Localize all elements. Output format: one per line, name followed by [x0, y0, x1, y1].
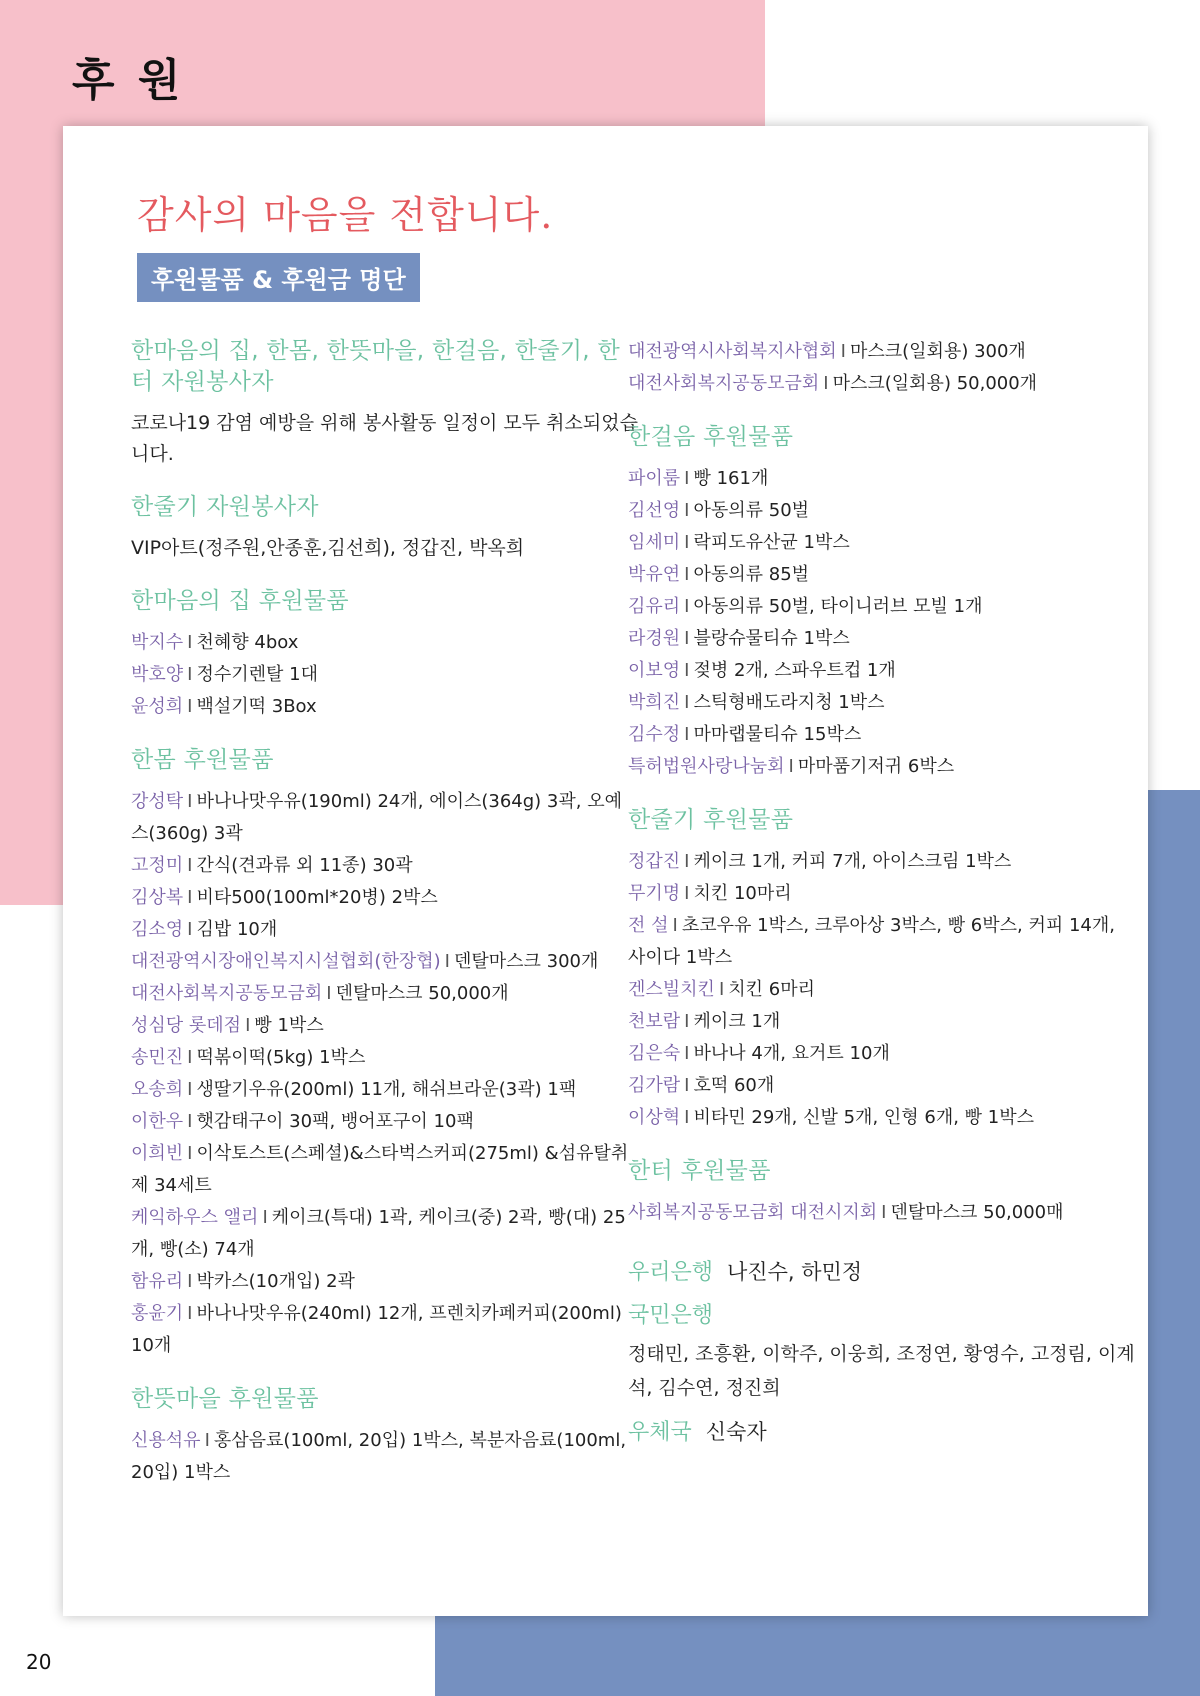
- donor-line: [131, 1266, 639, 1298]
- donor-line: [628, 1006, 1138, 1038]
- separator: I: [684, 660, 690, 681]
- donation-text: 김밥 10개: [196, 919, 278, 940]
- separator: I: [187, 1047, 193, 1068]
- donor-line: [131, 659, 639, 691]
- kookmin-bank-label-line: [628, 1294, 1138, 1337]
- donor-name: 김가람: [628, 1075, 681, 1096]
- separator: I: [187, 887, 193, 908]
- donation-text: 락피도유산균 1박스: [693, 532, 850, 553]
- bank-donors: [628, 1251, 1138, 1454]
- separator: I: [672, 915, 678, 936]
- donor-line: [628, 910, 1138, 974]
- right-column: [628, 336, 1138, 1458]
- donor-name: 김유리: [628, 596, 681, 617]
- donation-text: 박카스(10개입) 2곽: [196, 1271, 355, 1292]
- donor-name: 윤성희: [131, 696, 184, 717]
- separator: I: [262, 1207, 268, 1228]
- volunteers-all-group: [131, 336, 639, 470]
- separator: I: [684, 500, 690, 521]
- donor-name: 사회복지공동모금회 대전시지회: [628, 1202, 878, 1223]
- donor-line: [628, 368, 1138, 400]
- donor-name: 김상복: [131, 887, 184, 908]
- separator: I: [187, 1303, 193, 1324]
- separator: I: [788, 756, 794, 777]
- hanmom-donations-group: [131, 745, 639, 1362]
- group-heading: 한마음의 집, 한몸, 한뜻마을, 한걸음, 한줄기, 한터 자원봉사자: [131, 338, 621, 395]
- donor-name: 이보영: [628, 660, 681, 681]
- group-note: 코로나19 감염 예방을 위해 봉사활동 일정이 모두 취소되었습니다.: [131, 412, 638, 465]
- donation-text: 정수기렌탈 1대: [196, 664, 318, 685]
- donation-text: 마마품기저귀 6박스: [797, 756, 955, 777]
- bank-names: 신숙자: [705, 1420, 767, 1444]
- donor-list-tag: 후원물품 & 후원금 명단: [137, 253, 420, 302]
- donor-name: 이상혁: [628, 1107, 681, 1128]
- donor-line: [131, 1010, 639, 1042]
- donor-line: [131, 946, 639, 978]
- separator: I: [684, 596, 690, 617]
- donor-name: 이한우: [131, 1111, 184, 1132]
- group-heading: 한마음의 집 후원물품: [131, 588, 349, 614]
- donation-text: 치킨 6마리: [728, 979, 815, 1000]
- donor-line: [131, 1138, 639, 1202]
- separator: I: [684, 628, 690, 649]
- separator: I: [187, 632, 193, 653]
- separator: I: [684, 724, 690, 745]
- donor-name: 김소영: [131, 919, 184, 940]
- donor-name: 신용석유: [131, 1430, 201, 1451]
- donation-text: 천혜향 4box: [196, 632, 299, 653]
- separator: I: [881, 1202, 887, 1223]
- donor-name: 박지수: [131, 632, 184, 653]
- page-number: 20: [26, 1650, 52, 1674]
- donor-name: 함유리: [131, 1271, 184, 1292]
- donor-name: 강성탁: [131, 791, 184, 812]
- donor-line: [628, 1197, 1138, 1229]
- donor-name: 특허법원사랑나눔회: [628, 756, 785, 777]
- separator: I: [187, 696, 193, 717]
- separator: I: [684, 532, 690, 553]
- donation-text: 치킨 10마리: [693, 883, 792, 904]
- donor-line: [628, 687, 1138, 719]
- mask-donations-group: [628, 336, 1138, 400]
- separator: I: [684, 564, 690, 585]
- donor-name: 박호양: [131, 664, 184, 685]
- separator: I: [187, 1271, 193, 1292]
- donation-text: 홍삼음료(100ml, 20입) 1박스, 복분자음료(100ml, 20입) 1박스: [131, 1430, 627, 1483]
- separator: I: [444, 951, 450, 972]
- donor-line: [131, 850, 639, 882]
- separator: I: [684, 1043, 690, 1064]
- group-note: VIP아트(정주원,안종훈,김선희), 정갑진, 박옥희: [131, 537, 525, 559]
- donation-text: 젖병 2개, 스파우트컵 1개: [693, 660, 896, 681]
- donation-text: 빵 161개: [693, 468, 769, 489]
- separator: I: [187, 664, 193, 685]
- donation-text: 블랑슈물티슈 1박스: [693, 628, 850, 649]
- donor-name: 케익하우스 앨리: [131, 1207, 259, 1228]
- donor-line: [628, 336, 1138, 368]
- donor-name: 라경원: [628, 628, 681, 649]
- donation-text: 케이크(특대) 1곽, 케이크(중) 2곽, 빵(대) 25개, 빵(소) 74개: [131, 1207, 626, 1260]
- content-card: [63, 126, 1148, 1616]
- donor-name: 고정미: [131, 855, 184, 876]
- donor-line: [131, 1074, 639, 1106]
- donor-line: [131, 1298, 639, 1362]
- donation-text: 바나나맛우유(240ml) 12개, 프렌치카페커피(200ml) 10개: [131, 1303, 622, 1356]
- separator: I: [684, 1107, 690, 1128]
- donor-line: [628, 559, 1138, 591]
- separator: I: [684, 1075, 690, 1096]
- hangeoleum-donations-group: [628, 422, 1138, 783]
- bank-label: 우체국: [628, 1420, 692, 1445]
- donor-name: 파이룸: [628, 468, 681, 489]
- donation-text: 아동의류 50벌, 타이니러브 모빌 1개: [693, 596, 983, 617]
- hantteut-donations-group: [131, 1384, 639, 1489]
- donor-name: 임세미: [628, 532, 681, 553]
- group-heading: 한몸 후원물품: [131, 747, 274, 773]
- donor-line: [131, 882, 639, 914]
- donation-text: 마스크(일회용) 50,000개: [832, 373, 1038, 394]
- donation-text: 아동의류 50벌: [693, 500, 810, 521]
- donor-name: 대전광역시장애인복지시설협회(한장협): [131, 951, 441, 972]
- donation-text: 마마랩물티슈 15박스: [693, 724, 862, 745]
- donation-text: 덴탈마스크 50,000매: [890, 1202, 1064, 1223]
- donation-text: 빵 1박스: [254, 1015, 324, 1036]
- donor-name: 대전광역시사회복지사협회: [628, 341, 837, 362]
- donor-line: [131, 1042, 639, 1074]
- donor-name: 이희빈: [131, 1143, 184, 1164]
- donor-line: [628, 495, 1138, 527]
- donation-text: 케이크 1개, 커피 7개, 아이스크림 1박스: [693, 851, 1012, 872]
- donor-name: 천보람: [628, 1011, 681, 1032]
- hanjulgi-donations-group: [628, 805, 1138, 1134]
- separator: I: [326, 983, 332, 1004]
- donor-name: 송민진: [131, 1047, 184, 1068]
- bank-label: 우리은행: [628, 1260, 714, 1285]
- separator: I: [204, 1430, 210, 1451]
- separator: I: [245, 1015, 251, 1036]
- separator: I: [684, 468, 690, 489]
- donation-text: 떡볶이떡(5kg) 1박스: [196, 1047, 366, 1068]
- donor-line: [131, 1202, 639, 1266]
- donor-line: [628, 878, 1138, 910]
- left-column: [131, 336, 639, 1511]
- donor-name: 무기명: [628, 883, 681, 904]
- donation-text: 덴탈마스크 300개: [453, 951, 599, 972]
- donor-line: [628, 751, 1138, 783]
- donor-line: [131, 1106, 639, 1138]
- donor-name: 정갑진: [628, 851, 681, 872]
- donor-name: 김은숙: [628, 1043, 681, 1064]
- donation-text: 햇감태구이 30팩, 뱅어포구이 10팩: [196, 1111, 474, 1132]
- donation-text: 백설기떡 3Box: [196, 696, 317, 717]
- hanmaum-donations-group: [131, 586, 639, 723]
- hanjulgi-volunteers-group: [131, 492, 639, 564]
- separator: I: [684, 1011, 690, 1032]
- headline: 감사의 마음을 전합니다.: [137, 193, 554, 237]
- donor-name: 겐스빌치킨: [628, 979, 715, 1000]
- separator: I: [187, 791, 193, 812]
- donation-text: 비타민 29개, 신발 5개, 인형 6개, 빵 1박스: [693, 1107, 1035, 1128]
- bank-label: 국민은행: [628, 1303, 714, 1328]
- group-heading: 한걸음 후원물품: [628, 424, 794, 450]
- donation-text: 아동의류 85벌: [693, 564, 810, 585]
- donor-name: 박희진: [628, 692, 681, 713]
- donor-line: [628, 1038, 1138, 1070]
- donation-text: 이삭토스트(스페셜)&스타벅스커피(275ml) &섬유탈취제 34세트: [131, 1143, 629, 1196]
- separator: I: [684, 851, 690, 872]
- post-office-line: [628, 1411, 1138, 1454]
- donation-text: 케이크 1개: [693, 1011, 781, 1032]
- donor-line: [628, 655, 1138, 687]
- separator: I: [684, 692, 690, 713]
- group-heading: 한줄기 자원봉사자: [131, 494, 319, 520]
- group-heading: 한터 후원물품: [628, 1158, 771, 1184]
- section-title: 후 원: [72, 55, 185, 106]
- woori-bank-line: [628, 1251, 1138, 1294]
- donor-line: [628, 463, 1138, 495]
- separator: I: [187, 919, 193, 940]
- donor-name: 전 설: [628, 915, 669, 936]
- separator: I: [718, 979, 725, 1000]
- separator: I: [684, 883, 690, 904]
- donation-text: 마스크(일회용) 300개: [849, 341, 1026, 362]
- donor-line: [131, 1425, 639, 1489]
- hanteo-donations-group: [628, 1156, 1138, 1229]
- donation-text: 호떡 60개: [693, 1075, 775, 1096]
- separator: I: [187, 1111, 193, 1132]
- donation-text: 바나나맛우유(190ml) 24개, 에이스(364g) 3곽, 오예스(360g) 3곽: [131, 791, 622, 844]
- donation-text: 덴탈마스크 50,000개: [335, 983, 509, 1004]
- donor-name: 김선영: [628, 500, 681, 521]
- donor-line: [131, 786, 639, 850]
- donor-line: [628, 591, 1138, 623]
- donor-line: [628, 719, 1138, 751]
- donor-line: [131, 978, 639, 1010]
- separator: I: [187, 1079, 193, 1100]
- donation-text: 바나나 4개, 요거트 10개: [693, 1043, 890, 1064]
- group-heading: 한줄기 후원물품: [628, 807, 794, 833]
- donation-text: 초코우유 1박스, 크루아상 3박스, 빵 6박스, 커피 14개, 사이다 1박스: [628, 915, 1115, 968]
- donation-text: 간식(견과류 외 11종) 30곽: [196, 855, 413, 876]
- separator: I: [823, 373, 829, 394]
- donor-line: [628, 623, 1138, 655]
- donor-line: [628, 974, 1138, 1006]
- bank-names: 나진수, 하민정: [727, 1260, 863, 1284]
- donor-name: 대전사회복지공동모금회: [628, 373, 820, 394]
- donor-line: [628, 1070, 1138, 1102]
- group-heading: 한뜻마을 후원물품: [131, 1386, 319, 1412]
- donor-line: [131, 627, 639, 659]
- bank-names: 정태민, 조흥환, 이학주, 이웅희, 조정연, 황영수, 고정림, 이계석, 김수연, 정진희: [628, 1343, 1135, 1399]
- separator: I: [187, 855, 193, 876]
- donor-name: 박유연: [628, 564, 681, 585]
- donor-name: 대전사회복지공동모금회: [131, 983, 323, 1004]
- donor-name: 홍윤기: [131, 1303, 184, 1324]
- separator: I: [840, 341, 846, 362]
- donation-text: 생딸기우유(200ml) 11개, 해쉬브라운(3곽) 1팩: [196, 1079, 577, 1100]
- donor-line: [628, 1102, 1138, 1134]
- separator: I: [187, 1143, 193, 1164]
- donor-line: [131, 691, 639, 723]
- donor-name: 성심당 롯데점: [131, 1015, 242, 1036]
- donation-text: 스틱형배도라지청 1박스: [693, 692, 885, 713]
- donor-name: 오송희: [131, 1079, 184, 1100]
- donor-line: [628, 846, 1138, 878]
- donor-line: [628, 527, 1138, 559]
- donation-text: 비타500(100ml*20병) 2박스: [196, 887, 438, 908]
- donor-name: 김수정: [628, 724, 681, 745]
- donor-line: [131, 914, 639, 946]
